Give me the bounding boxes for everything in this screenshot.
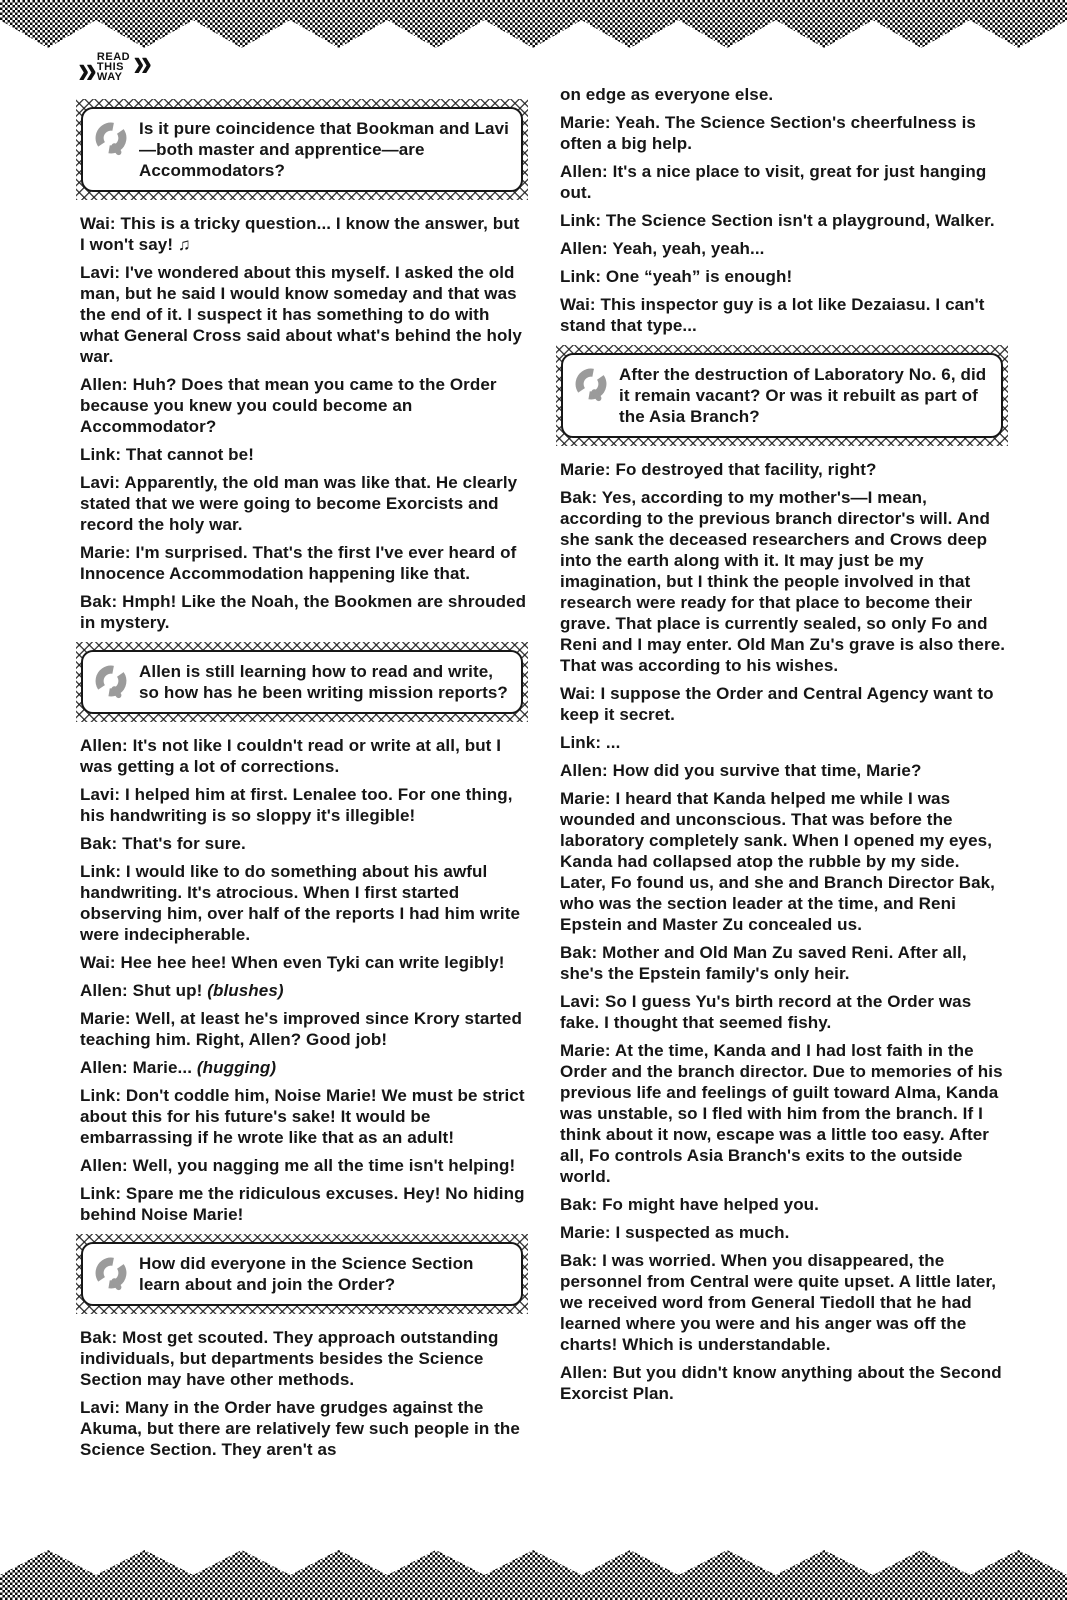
dialogue-text: Link: ... bbox=[560, 733, 621, 752]
dialogue-paragraph bbox=[560, 1040, 1008, 1187]
dialogue-paragraph bbox=[560, 84, 1008, 105]
read-this-way-line: WAY bbox=[96, 71, 123, 83]
dialogue-text: Bak: Most get scouted. They approach outstanding individuals, but departments besides the Science Section may have other methods. bbox=[80, 1328, 499, 1389]
dialogue-text: Wai: Hee hee hee! When even Tyki can write legibly! bbox=[80, 953, 505, 972]
dialogue-paragraph bbox=[80, 542, 528, 584]
question-box bbox=[76, 99, 528, 200]
dialogue-text: Wai: This inspector guy is a lot like Dezaiasu. I can't stand that type... bbox=[560, 295, 985, 335]
dialogue-text: Link: The Science Section isn't a playground, Walker. bbox=[560, 211, 995, 230]
dialogue-paragraph bbox=[80, 591, 528, 633]
dialogue-text: Marie: I heard that Kanda helped me while I was wounded and unconscious. That was before the laboratory completely sank. When I opened my eyes, Kanda had collapsed atop the rubble by my side. Later, Fo found us, and she and Branch Director Bak, who was the section leader at the time, and Reni Epstein and Master Zu concealed us. bbox=[560, 789, 995, 934]
dialogue-paragraph bbox=[80, 952, 528, 973]
dialogue-paragraph bbox=[80, 374, 528, 437]
dialogue-text: Marie: At the time, Kanda and I had lost faith in the Order and the branch director. Due to memories of his previous life and feelings of guilt toward Alma, Kanda was unstable, so I fled with him from the branch. If I think about it now, escape was a little too easy. After all, Fo controls Asia Branch's exits to the outside world. bbox=[560, 1041, 1003, 1186]
question-text: After the destruction of Laboratory No. 6, did it remain vacant? Or was it rebuilt as part of the Asia Branch? bbox=[619, 365, 987, 426]
dialogue-paragraph bbox=[560, 210, 1008, 231]
dialogue-paragraph bbox=[80, 833, 528, 854]
dialogue-paragraph bbox=[80, 861, 528, 945]
dialogue-paragraph bbox=[560, 112, 1008, 154]
dialogue-paragraph bbox=[80, 213, 528, 255]
dialogue-text: Allen: Shut up! bbox=[80, 981, 208, 1000]
dialogue-paragraph bbox=[80, 784, 528, 826]
dialogue-text: Wai: This is a tricky question... I know the answer, but I won't say! ♫ bbox=[80, 214, 520, 254]
dialogue-paragraph bbox=[560, 732, 1008, 753]
dialogue-paragraph bbox=[80, 1008, 528, 1050]
dialogue-paragraph bbox=[560, 683, 1008, 725]
dialogue-text: Marie: I'm surprised. That's the first I've ever heard of Innocence Accommodation happening like that. bbox=[80, 543, 517, 583]
question-box-inner bbox=[561, 353, 1003, 438]
question-box bbox=[76, 642, 528, 722]
dialogue-paragraph bbox=[560, 161, 1008, 203]
dialogue-text: Wai: I suppose the Order and Central Agency want to keep it secret. bbox=[560, 684, 994, 724]
dialogue-text: Link: That cannot be! bbox=[80, 445, 254, 464]
question-box-inner bbox=[81, 650, 523, 714]
right-column bbox=[556, 84, 1008, 1411]
dialogue-paragraph bbox=[80, 444, 528, 465]
dialogue-text: Allen: Yeah, yeah, yeah... bbox=[560, 239, 765, 258]
dialogue-text: Marie: Yeah. The Science Section's cheerfulness is often a big help. bbox=[560, 113, 976, 153]
q-icon bbox=[572, 365, 610, 403]
dialogue-text: Bak: Yes, according to my mother's—I mean, according to the previous branch director's will. And she sank the deceased researchers and Crows deep into the earth along with it. It may just be my imagination, but I think the people involved in that research were ready for that place to become their grave. That place is currently sealed, so only Fo and Reni and I may enter. Old Man Zu's grave is also there. That was according to his wishes. bbox=[560, 488, 1006, 675]
dialogue-text: Lavi: I've wondered about this myself. I asked the old man, but he said I would know someday and that was the end of it. I suspect it has something to do with what General Cross said about what's behind the holy war. bbox=[80, 263, 522, 366]
dialogue-text: Lavi: I helped him at first. Lenalee too. For one thing, his handwriting is so sloppy it's illegible! bbox=[80, 785, 513, 825]
dialogue-text: Bak: Mother and Old Man Zu saved Reni. After all, she's the Epstein family's only heir. bbox=[560, 943, 967, 983]
dialogue-text: Bak: That's for sure. bbox=[80, 834, 246, 853]
q-icon bbox=[92, 119, 130, 157]
dialogue-text: Bak: Fo might have helped you. bbox=[560, 1195, 819, 1214]
dialogue-paragraph bbox=[560, 991, 1008, 1033]
dialogue-paragraph bbox=[560, 459, 1008, 480]
dialogue-paragraph bbox=[80, 1183, 528, 1225]
dialogue-paragraph bbox=[80, 735, 528, 777]
dialogue-text: Allen: Huh? Does that mean you came to the Order because you knew you could become an Accommodator? bbox=[80, 375, 497, 436]
chevron-right-icon: » bbox=[78, 48, 94, 92]
read-this-way-label bbox=[97, 52, 130, 82]
dialogue-text: Marie: I suspected as much. bbox=[560, 1223, 790, 1242]
dialogue-paragraph bbox=[560, 788, 1008, 935]
left-column bbox=[76, 90, 528, 1467]
dialogue-paragraph bbox=[560, 266, 1008, 287]
dialogue-paragraph bbox=[560, 760, 1008, 781]
dialogue-text: Link: Don't coddle him, Noise Marie! We must be strict about this for his future's sake! It would be embarrassing if he wrote like that as an adult! bbox=[80, 1086, 525, 1147]
dialogue-paragraph bbox=[80, 1085, 528, 1148]
dialogue-paragraph bbox=[560, 294, 1008, 336]
dialogue-text: Lavi: So I guess Yu's birth record at the Order was fake. I thought that seemed fishy. bbox=[560, 992, 972, 1032]
read-this-way-line: READ bbox=[96, 51, 131, 63]
dialogue-paragraph bbox=[560, 1222, 1008, 1243]
dialogue-text: Link: I would like to do something about his awful handwriting. It's atrocious. When I first started observing him, over half of the reports I had him write were indecipherable. bbox=[80, 862, 521, 944]
dialogue-text: Allen: But you didn't know anything about the Second Exorcist Plan. bbox=[560, 1363, 1002, 1403]
chevron-right-icon: » bbox=[133, 41, 150, 85]
read-this-way-line: THIS bbox=[96, 61, 124, 73]
dialogue-paragraph bbox=[560, 1250, 1008, 1355]
dialogue-paragraph bbox=[80, 1057, 528, 1078]
dialogue-paragraph bbox=[560, 1362, 1008, 1404]
question-text: Is it pure coincidence that Bookman and Lavi—both master and apprentice—are Accommodators? bbox=[139, 119, 509, 180]
dialogue-paragraph bbox=[560, 238, 1008, 259]
dialogue-text: Marie: Well, at least he's improved since Krory started teaching him. Right, Allen? Good job! bbox=[80, 1009, 522, 1049]
dialogue-text: Lavi: Apparently, the old man was like that. He clearly stated that we were going to become Exorcists and record the holy war. bbox=[80, 473, 518, 534]
stage-direction: (hugging) bbox=[196, 1058, 277, 1077]
question-box bbox=[556, 345, 1008, 446]
dialogue-text: Bak: I was worried. When you disappeared, the personnel from Central were quite upset. A little later, we received word from General Tiedoll that he had learned where you were and his anger was off the charts! Which is understandable. bbox=[560, 1251, 997, 1354]
dialogue-text: Allen: Marie... bbox=[80, 1058, 197, 1077]
dialogue-text: Allen: Well, you nagging me all the time isn't helping! bbox=[80, 1156, 516, 1175]
dialogue-paragraph bbox=[560, 942, 1008, 984]
dialogue-text: Allen: How did you survive that time, Marie? bbox=[560, 761, 922, 780]
dialogue-text: Marie: Fo destroyed that facility, right? bbox=[560, 460, 877, 479]
dialogue-paragraph bbox=[80, 1155, 528, 1176]
dialogue-paragraph bbox=[560, 487, 1008, 676]
dialogue-text: Allen: It's not like I couldn't read or write at all, but I was getting a lot of corrections. bbox=[80, 736, 502, 776]
bottom-zigzag-border bbox=[0, 1550, 1067, 1600]
question-box bbox=[76, 1234, 528, 1314]
question-text: How did everyone in the Science Section learn about and join the Order? bbox=[139, 1254, 474, 1294]
stage-direction: (blushes) bbox=[207, 981, 284, 1000]
dialogue-text: Link: One “yeah” is enough! bbox=[560, 267, 793, 286]
dialogue-text: on edge as everyone else. bbox=[560, 85, 774, 104]
question-text: Allen is still learning how to read and write, so how has he been writing mission reports? bbox=[139, 662, 508, 702]
q-icon bbox=[92, 1254, 130, 1292]
dialogue-paragraph bbox=[80, 472, 528, 535]
question-box-inner bbox=[81, 1242, 523, 1306]
question-box-inner bbox=[81, 107, 523, 192]
dialogue-paragraph bbox=[80, 1327, 528, 1390]
dialogue-text: Bak: Hmph! Like the Noah, the Bookmen are shrouded in mystery. bbox=[80, 592, 527, 632]
dialogue-paragraph bbox=[80, 980, 528, 1001]
dialogue-text: Lavi: Many in the Order have grudges against the Akuma, but there are relatively few such people in the Science Section. They aren't as bbox=[80, 1398, 520, 1459]
top-zigzag-border bbox=[0, 0, 1067, 48]
dialogue-paragraph bbox=[560, 1194, 1008, 1215]
dialogue-paragraph bbox=[80, 1397, 528, 1460]
dialogue-text: Link: Spare me the ridiculous excuses. Hey! No hiding behind Noise Marie! bbox=[80, 1184, 525, 1224]
q-icon bbox=[92, 662, 130, 700]
read-this-way-mark bbox=[78, 41, 150, 92]
dialogue-paragraph bbox=[80, 262, 528, 367]
dialogue-text: Allen: It's a nice place to visit, great for just hanging out. bbox=[560, 162, 987, 202]
